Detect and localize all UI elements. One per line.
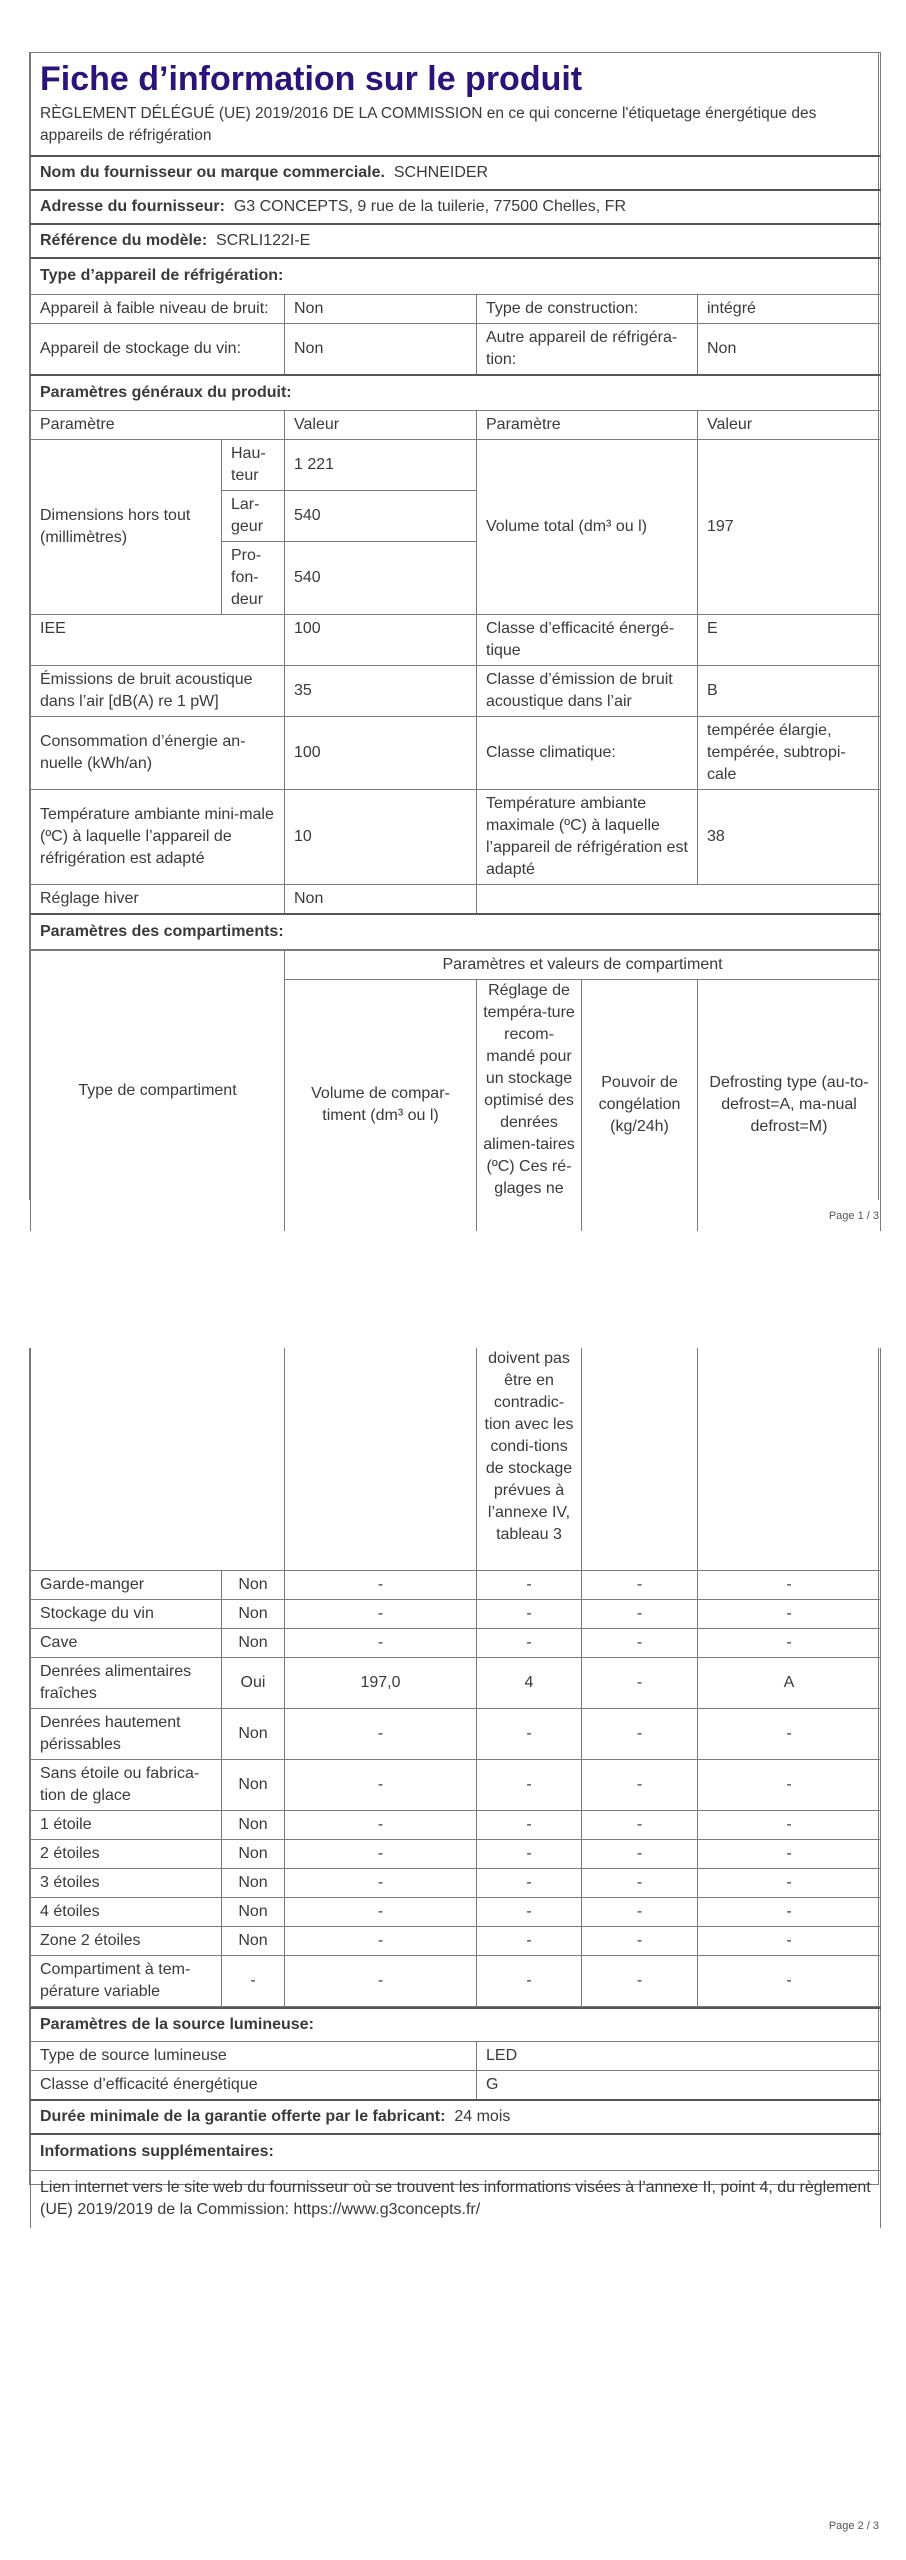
supplier-name-row: Nom du fournisseur ou marque commerciale. SCHNEIDER — [31, 156, 881, 190]
supplier-address-row: Adresse du fournisseur: G3 CONCEPTS, 9 rue de la tuilerie, 77500 Chelles, FR — [31, 190, 881, 224]
model-reference-row: Référence du modèle: SCRLI122I-E — [31, 224, 881, 258]
product-sheet-table: Fiche d’information sur le produit RÈGLEMENT DÉLÉGUÉ (UE) 2019/2016 DE LA COMMISSION en ce qui concerne l'étiquetage énergétique des appareils de réfrigération Nom du fournisseur ou marque commerciale. SCHNEIDER Adresse du fournisseur: G3 CONCEPTS, 9 rue de la tuilerie, 77500 Chelles, FR Référence du modèle: SCRLI122I-E Type d’appareil de réfrigération: Appareil à faible niveau de bruit: Non Type de construction: intégré Appareil de stockage du vin: Non Autre appareil de réfrigéra-tion: Non Paramètres généraux du produit: Paramètre Valeur Paramètre Valeur Dimensions hors tout (millimètres) Hau-teur 1 221 Volume total (dm³ ou l) 197 Lar-geur 540 Pro-fon-deur 540 IEE 100 Classe d’efficacité énergé-tique E Émissions de bruit acoustique dans l’air [dB(A) re 1 pW] 35 Classe d’émission de bruit acoustique dans l’air B Consommation d’énergie an-nuelle (kWh/an) 100 Classe climatique: tempérée élargie, tempérée, subtropi-cale Température ambiante mini-male (ºC) à laquelle l’appareil de réfrigération est adapté 10 Température ambiante maximale (ºC) à laquelle l’appareil de réfrigération est adapté 38 Réglage hiver Non Paramètres des compartiments: — [30, 52, 881, 950]
compartment-row: Compartiment à tem-pérature variable - - - - - — [31, 1955, 881, 2006]
general-params-heading: Paramètres généraux du produit: — [31, 375, 881, 411]
light-source-heading: Paramètres de la source lumineuse: — [31, 2008, 881, 2042]
regulation-text: RÈGLEMENT DÉLÉGUÉ (UE) 2019/2016 DE LA COMMISSION en ce qui concerne l'étiquetage énergétique des appareils de réfrigération — [31, 101, 881, 156]
compartment-row: 3 étoiles Non - - - - — [31, 1868, 881, 1897]
light-warranty-table: Paramètres de la source lumineuse: Type de source lumineuse LED Classe d’efficacité énergétique G Durée minimale de la garantie offerte par le fabricant: 24 mois Informations supplémentaires: Lien internet vers le site web du fournisseur où se trouvent les informations visées à l’annexe II, point 4, du règlement (UE) 2019/2019 de la Commission: https://www.g3concepts.fr/ — [30, 2007, 881, 2229]
compartment-row: Cave Non - - - - — [31, 1628, 881, 1657]
page-2 — [29, 1348, 879, 2219]
compartment-row: 2 étoiles Non - - - - — [31, 1839, 881, 1868]
compartment-row: 4 étoiles Non - - - - — [31, 1897, 881, 1926]
compartment-row: Denrées alimentaires fraîches Oui 197,0 4 - A — [31, 1657, 881, 1708]
compartment-row: Denrées hautement périssables Non - - - - — [31, 1708, 881, 1759]
warranty-row: Durée minimale de la garantie offerte par le fabricant: 24 mois — [31, 2100, 881, 2134]
extra-info-heading: Informations supplémentaires: — [31, 2134, 881, 2170]
page-title: Fiche d’information sur le produit — [31, 53, 881, 102]
compartments-table: doivent pas être en contradic-tion avec les condi-tions de stockage prévues à l’annexe IV, tableau 3 Garde-manger Non - - - - Stockage du vin Non - - - - Cave Non - - - - Denrées alimentaires fraîches Oui 197,0 4 - A Denrées hautement périssables Non - - - - Sans étoile ou fabrica-tion de glace Non - - - - 1 étoile Non - - - - 2 étoiles Non - - - - 3 étoiles Non - - - - 4 étoiles Non - - - - Zone 2 étoiles Non - - - - Compartiment à tem-pérature variable - - - - - — [30, 1348, 881, 2007]
compartment-row: Sans étoile ou fabrica-tion de glace Non - - - - — [31, 1759, 881, 1810]
compartments-header-table: Type de compartiment Paramètres et valeurs de compartiment Volume de compar-timent (dm³ ou l) Réglage de tempéra-ture recom-mandé pour un stockage optimisé des denrées alimen-taires (ºC) Ces ré-glages ne Pouvoir de congélation (kg/24h) Defrosting type (au-to-defrost=A, ma-nual defrost=M) — [30, 950, 881, 1232]
compartment-row: Zone 2 étoiles Non - - - - — [31, 1926, 881, 1955]
compartment-row: 1 étoile Non - - - - — [31, 1810, 881, 1839]
compartments-heading: Paramètres des compartiments: — [31, 914, 881, 949]
page-1 — [29, 52, 879, 1200]
page-number-1: Page 1 / 3 — [828, 1210, 879, 1222]
compartment-row: Stockage du vin Non - - - - — [31, 1599, 881, 1628]
appliance-type-heading: Type d’appareil de réfrigération: — [31, 258, 881, 294]
page-number-2: Page 2 / 3 — [828, 2520, 879, 2532]
extra-info-text: Lien internet vers le site web du fournisseur où se trouvent les informations visées à l’annexe II, point 4, du règlement (UE) 2019/2019 de la Commission: https://www.g3concepts.fr/ — [31, 2170, 881, 2228]
compartment-row: Garde-manger Non - - - - — [31, 1570, 881, 1599]
